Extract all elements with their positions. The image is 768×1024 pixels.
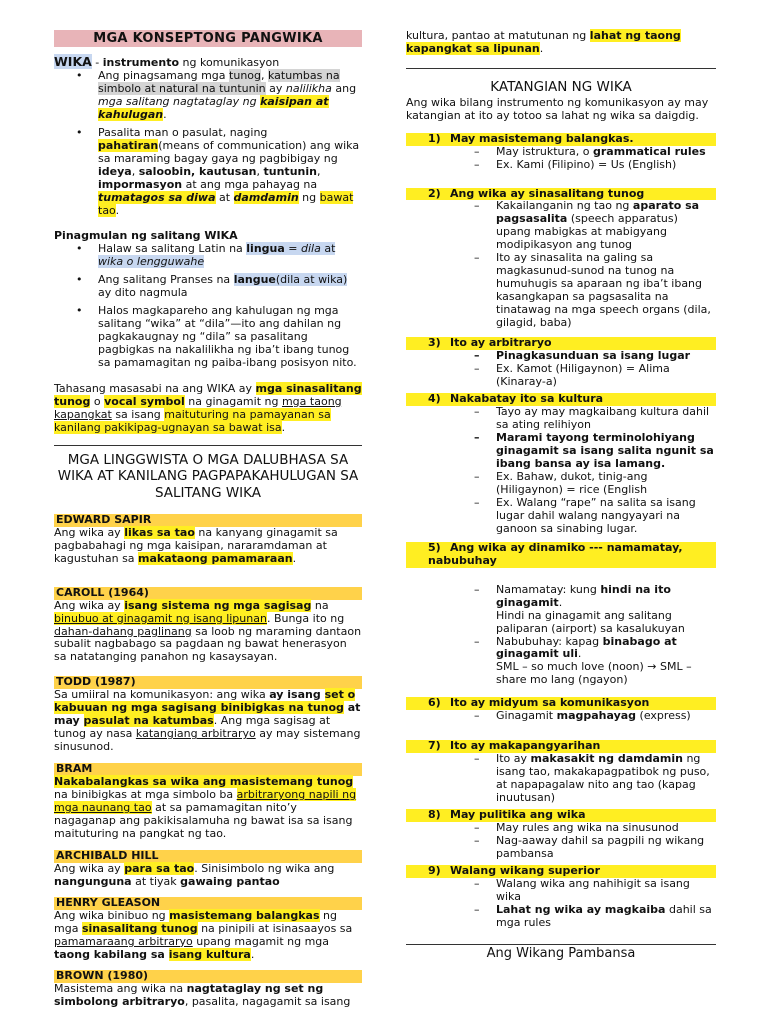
left-column xyxy=(54,0,362,1009)
list-item: – Walang wika ang nahihigit sa isang wika xyxy=(452,878,716,904)
linguist-definition: Ang wika binibuo ng masistemang balangkas ng mga sinasalitang tunog na pinipili at isinasaayos sa pamamaraang arbitraryo upang magamit ng mga taong kabilang sa isang kultura. xyxy=(54,908,353,961)
characteristic-list xyxy=(406,878,716,930)
list-item: – Ex. Kami (Filipino) = Us (English) xyxy=(452,159,716,172)
list-item: • Ang salitang Pranses na langue(dila at wika) ay dito nagmula xyxy=(54,274,362,300)
origin-bullets xyxy=(54,243,362,370)
list-item: – Ex. Kamot (Hiligaynon) = Alima (Kinaray-a) xyxy=(452,363,716,389)
list-item: – Ex. Bahaw, dukot, tinig-ang (Hiligaynon) = rice (English xyxy=(452,471,716,497)
linguist-name: BROWN (1980) xyxy=(54,970,362,983)
list-item: – Pinagkasunduan sa isang lugar xyxy=(452,350,716,363)
wika-bullets xyxy=(54,70,362,218)
list-item: – Namamatay: kung hindi na ito ginagamit. Hindi na ginagamit ang salitang paliparan (airport) sa kasalukuyan xyxy=(452,584,716,636)
characteristic-heading: 8) May pulitika ang wika xyxy=(406,809,716,822)
linguist-definition: Sa umiiral na komunikasyon: ang wika ay isang set o kabuuan ng mga sagisang binibigkas na tunog at may pasulat na katumbas. Ang mga sagisag at tunog ay nasa katangiang arbitraryo ay may sistemang sinusunod. xyxy=(54,688,361,754)
right-column xyxy=(406,0,716,945)
summary-paragraph: Tahasang masasabi na ang WIKA ay mga sinasalitang tunog o vocal symbol na ginagamit ng mga taong kapangkat sa isang maituturing na pamayanan sa kanilang pakikipag-ugnayan sa bawat isa. xyxy=(54,381,362,434)
page-title: MGA KONSEPTONG PANGWIKA xyxy=(54,30,362,47)
characteristic-list xyxy=(406,710,716,723)
characteristic-heading: 9) Walang wikang superior xyxy=(406,865,716,878)
linguist-name: TODD (1987) xyxy=(54,676,362,689)
divider xyxy=(406,68,716,69)
divider xyxy=(54,445,362,446)
linguist-definition: Nakabalangkas sa wika ang masistemang tunog na binibigkas at mga simbolo ba arbitraryong napili ng mga naunang tao at sa pamamagitan nito’y nagaganap ang pakikisalamuha ng bawat isa sa isang maituturing na pangkat ng tao. xyxy=(54,775,357,841)
list-item: – Ginagamit magpahayag (express) xyxy=(452,710,716,723)
characteristic-heading: 7) Ito ay makapangyarihan xyxy=(406,740,716,753)
characteristic-heading: 3) Ito ay arbitraryo xyxy=(406,337,716,350)
list-item: – May rules ang wika na sinusunod xyxy=(452,822,716,835)
characteristic-heading: 1) May masistemang balangkas. xyxy=(406,133,716,146)
characteristics-heading: KATANGIAN NG WIKA xyxy=(490,78,632,95)
characteristic-list xyxy=(406,753,716,805)
list-item: – Nabubuhay: kapag binabago at ginagamit uli. SML – so much love (noon) → SML – share mo lang (ngayon) xyxy=(452,636,716,688)
characteristic-list xyxy=(406,200,716,330)
linguist-name: EDWARD SAPIR xyxy=(54,514,362,527)
characteristics-intro: Ang wika bilang instrumento ng komunikasyon ay may katangian at ito ay totoo sa lahat ng wika sa daigdig. xyxy=(406,95,709,122)
linguist-definition: Ang wika ay likas sa tao na kanyang ginagamit sa pagbabahagi ng mga kaisipan, nararamdaman at kagustuhan sa makataong pamamaraan. xyxy=(54,525,338,565)
list-item: – Tayo ay may magkaibang kultura dahil sa ating relihiyon xyxy=(452,406,716,432)
linguist-definition: Ang wika ay isang sistema ng mga sagisag na binubuo at ginagamit ng isang lipunan. Bunga ito ng dahan-dahang paglinang sa loob ng maraming dantaon subalit nagbabago sa pagdaan ng bawat henerasyon sa natatanging panahon ng kasaysayan. xyxy=(54,598,362,664)
list-item: • Pasalita man o pasulat, naging pahatiran(means of communication) ang wika sa maraming bagay gaya ng pagbibigay ng ideya, saloobin, kautusan, tuntunin, impormasyon at ang mga pahayag na tumatagos sa diwa at damdamin ng bawat tao. xyxy=(54,127,362,218)
linguist-name: HENRY GLEASON xyxy=(54,897,362,910)
list-item: – Ex. Walang “rape” na salita sa isang lugar dahil walang nangyayari na ganoon sa sinabing lugar. xyxy=(452,497,716,536)
linguist-name: ARCHIBALD HILL xyxy=(54,850,362,863)
divider xyxy=(406,944,716,945)
list-item: – Kakailanganin ng tao ng aparato sa pagsasalita (speech apparatus) upang mabigkas at mabigyang modipikasyon ang tunog xyxy=(452,200,716,252)
list-item: • Halaw sa salitang Latin na lingua = dila at wika o lengguwahe xyxy=(54,243,362,269)
list-item: • Ang pinagsamang mga tunog, katumbas na simbolo at natural na tuntunin ay nalilikha ang mga salitang nagtataglay ng kaisipan at kahulugan. xyxy=(54,70,362,122)
wika-definition: WIKA - instrumento ng komunikasyon xyxy=(54,54,280,70)
list-item: – Marami tayong terminolohiyang ginagamit sa isang salita ngunit sa ibang bansa ay isa lamang. xyxy=(452,432,716,471)
list-item: • Halos magkapareho ang kahulugan ng mga salitang “wika” at “dila”—ito ang dahilan ng pagkakaugnay ng “dila” sa pasalitang pagbigkas na nakalilikha ng iba’t ibang tunog sa pamamagitan ng paiba-ibang posisyon nito. xyxy=(54,305,362,370)
list-item: – Lahat ng wika ay magkaiba dahil sa mga rules xyxy=(452,904,716,930)
list-item: – Ito ay makasakit ng damdamin ng isang tao, makakapagpatibok ng puso, at napapagalaw nito ang tao (kapag inuutusan) xyxy=(452,753,716,805)
linguist-definition: Ang wika ay para sa tao. Sinisimbolo ng wika ang nangunguna at tiyak gawaing pantao xyxy=(54,862,335,888)
footer-heading: Ang Wikang Pambansa xyxy=(486,946,636,961)
characteristic-heading: 4) Nakabatay ito sa kultura xyxy=(406,393,716,406)
wika-label: WIKA xyxy=(54,54,92,70)
origin-heading: Pinagmulan ng salitang WIKA xyxy=(54,228,238,242)
characteristic-list xyxy=(406,350,716,389)
list-item: – Nag-aaway dahil sa pagpili ng wikang pambansa xyxy=(452,835,716,861)
characteristic-heading: 6) Ito ay midyum sa komunikasyon xyxy=(406,697,716,710)
characteristic-heading: 5) Ang wika ay dinamiko --- namamatay, nabubuhay xyxy=(406,542,716,568)
characteristic-list xyxy=(406,406,716,536)
linguist-name: CAROLL (1964) xyxy=(54,587,362,600)
continued-text: kultura, pantao at matutunan ng lahat ng taong kapangkat sa lipunan. xyxy=(406,29,681,55)
characteristic-list xyxy=(406,822,716,861)
linguists-heading: MGA LINGGWISTA O MGA DALUBHASA SA WIKA AT KANILANG PAGPAPAKAHULUGAN SA SALITANG WIKA xyxy=(57,451,359,501)
linguist-definition: Masistema ang wika na nagtataglay ng set ng simbolong arbitraryo, pasalita, nagagamit sa isang xyxy=(54,981,351,1008)
characteristic-list xyxy=(406,584,716,688)
list-item: – May istruktura, o grammatical rules xyxy=(452,146,716,159)
characteristic-heading: 2) Ang wika ay sinasalitang tunog xyxy=(406,188,716,201)
linguist-name: BRAM xyxy=(54,763,362,776)
list-item: – Ito ay sinasalita na galing sa magkasunud-sunod na tunog na humuhugis sa aparaan ng iba’t ibang kasangkapan sa pagsasalita na tinatawag na mga speech organs (dila, gilagid, baba) xyxy=(452,252,716,330)
characteristic-list xyxy=(406,146,716,172)
